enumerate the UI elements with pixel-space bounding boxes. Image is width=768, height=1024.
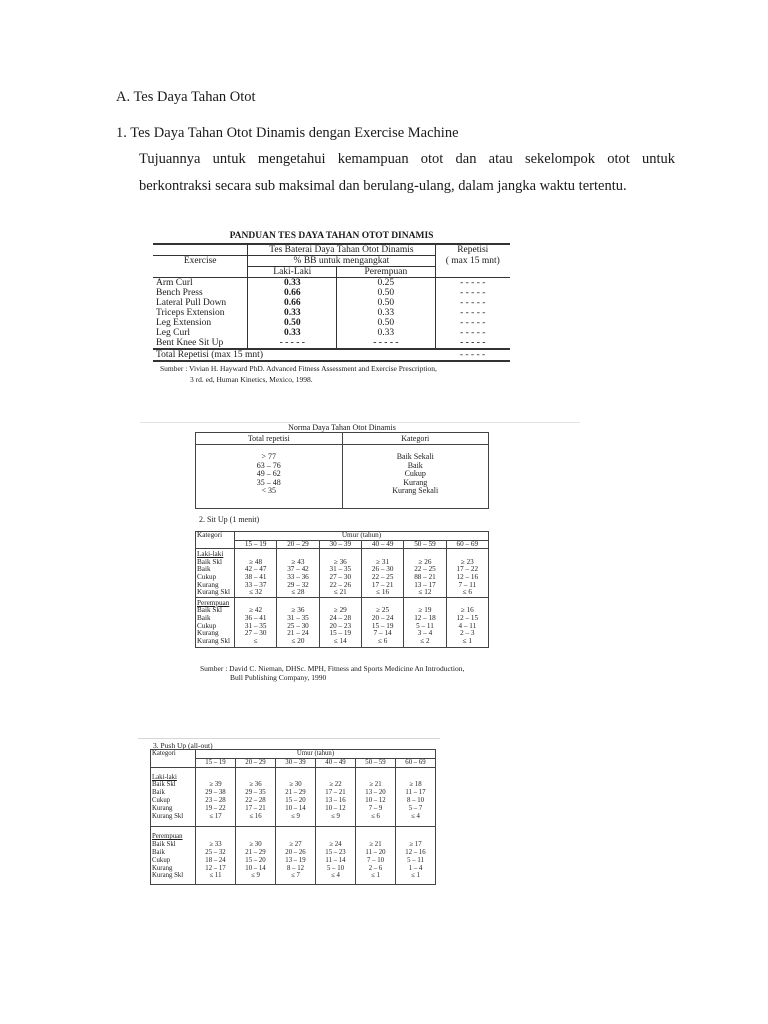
table1-col-exercise: Exercise	[153, 256, 248, 267]
table-row: Leg Extension 0.50 0.50 - - - - -	[153, 318, 510, 328]
table-row: Bent Knee Sit Up - - - - - - - - - - - - - - -	[153, 338, 510, 349]
table1-col-repetisi: Repetisi	[457, 245, 489, 255]
table2-col-kategori: Kategori	[342, 433, 489, 445]
section-heading-1: 1. Tes Daya Tahan Otot Dinamis dengan Exercise Machine	[116, 125, 459, 141]
table-row: Leg Curl 0.33 0.33 - - - - -	[153, 328, 510, 338]
paragraph-line-1: Tujuannya untuk mengetahui kemampuan otot dan atau sekelompok otot untuk	[139, 151, 675, 167]
table4-col-umur: Umur (tahun)	[196, 750, 436, 759]
paragraph-line-2: berkontraksi secara sub maksimal dan berulang-ulang, dalam jangka waktu tertentu.	[139, 178, 627, 194]
table3-title: 2. Sit Up (1 menit)	[199, 515, 260, 524]
table1-title: PANDUAN TES DAYA TAHAN OTOT DINAMIS	[229, 231, 434, 241]
table3-source-line1: Sumber : David C. Nieman, DHSc. MPH, Fitness and Sports Medicine An Introduction,	[200, 664, 465, 673]
table3-perempuan-labels: Perempuan Baik Skl Baik Cukup Kurang Kurang Skl	[196, 597, 235, 648]
table1-col-perempuan: Perempuan	[337, 267, 435, 278]
table1-col-bb: % BB untuk mengangkat	[248, 256, 435, 267]
table-row: Arm Curl 0.33 0.25 - - - - -	[153, 278, 510, 289]
table1-subtitle: Tes Baterai Daya Tahan Otot Dinamis	[248, 244, 435, 256]
table4-col-kategori: Kategori	[151, 750, 196, 768]
table2-col-total: Total repetisi	[196, 433, 343, 445]
table-row: Lateral Pull Down 0.66 0.50 - - - - -	[153, 298, 510, 308]
table3-col-umur: Umur (tahun)	[235, 532, 489, 541]
exercise-guide-table	[153, 243, 510, 362]
table1-source-line1: Sumber : Vivian H. Hayward PhD. Advanced Fitness Assessment and Exercise Prescription,	[160, 364, 437, 373]
table-row-total: Total Repetisi (max 15 mnt) - - - - -	[153, 349, 510, 361]
table2-totals: > 77 63 – 76 49 – 62 35 – 48 < 35	[196, 445, 343, 509]
table3-laki-labels: Laki-laki Baik Skl Baik Cukup Kurang Kurang Skl	[196, 549, 235, 598]
table3-source-line2: Bull Publishing Company, 1990	[230, 673, 327, 682]
table3-col-kategori: Kategori	[196, 532, 235, 549]
pushup-table: Kategori Umur (tahun) 15 – 19 20 – 29 30 – 39 40 – 49 50 – 59 60 – 69 Laki-laki Baik Skl Baik Cukup Kurang Kurang Skl ≥ 39 29 – 38 23 – 28 19 – 22 ≤ 17 ≥ 36 29 – 35 22 – 28 17 – 21 ≤ 16 ≥ 30 21 – 29 15 – 20 10 – 14 ≤ 9 ≥ 22 17 – 21 13 – 16 10 – 12 ≤ 9 ≥ 21 13 – 20 10 – 12 7 – 9 ≤ 6 ≥ 18 11 – 17 8 – 10 5 – 7 ≤ 4 Perempuan Baik Skl Baik Cukup Kurang Kurang Skl ≥ 33 25 – 32 18 – 24 12 – 17 ≤ 11 ≥ 30 21 – 29 15 – 20 10 – 14 ≤ 9 ≥ 27 20 – 26 13 – 19 8 – 12 ≤ 7 ≥ 24 15 – 23 11 – 14 5 – 10 ≤ 4 ≥ 21 11 – 20 7 – 10 2 – 6 ≤ 1 ≥ 17 12 – 16 5 – 11 1 – 4 ≤ 1	[150, 749, 436, 885]
table-row: Triceps Extension 0.33 0.33 - - - - -	[153, 308, 510, 318]
norm-table	[195, 432, 489, 509]
table2-categories: Baik Sekali Baik Cukup Kurang Kurang Sekali	[342, 445, 489, 509]
page-divider-2	[138, 738, 440, 739]
table4-perempuan-labels: Perempuan Baik Skl Baik Cukup Kurang Kurang Skl	[151, 827, 196, 885]
section-heading-a: A. Tes Daya Tahan Otot	[116, 89, 256, 105]
table4-title: 3. Push Up (all-out)	[153, 741, 213, 750]
table1-source-line2: 3 rd. ed, Human Kinetics, Mexico, 1998.	[190, 375, 313, 384]
table1-col-laki: Laki-Laki	[248, 267, 337, 278]
situp-table: Kategori Umur (tahun) 15 – 19 20 – 29 30 – 39 40 – 49 50 – 59 60 – 69 Laki-laki Baik Skl Baik Cukup Kurang Kurang Skl ≥ 48 42 – 47 38 – 41 33 – 37 ≤ 32 ≥ 43 37 – 42 33 – 36 29 – 32 ≤ 28 ≥ 36 31 – 35 27 – 30 22 – 26 ≤ 21 ≥ 31 26 – 30 22 – 25 17 – 21 ≤ 16 ≥ 26 22 – 25 88 – 21 13 – 17 ≤ 12 ≥ 23 17 – 22 12 – 16 7 – 11 ≤ 6 Perempuan Baik Skl Baik Cukup Kurang Kurang Skl ≥ 42 36 – 41 31 – 35 27 – 30 ≤ ≥ 36 31 – 35 25 – 30 21 – 24 ≤ 20 ≥ 29 24 – 28 20 – 23 15 – 19 ≤ 14 ≥ 25 20 – 24 15 – 19 7 – 14 ≤ 6 ≥ 19 12 – 18 5 – 11 3 – 4 ≤ 2 ≥ 16 12 – 15 4 – 11 2 – 3 ≤ 1	[195, 531, 489, 648]
table-row: Bench Press 0.66 0.50 - - - - -	[153, 288, 510, 298]
table2-title: Norma Daya Tahan Otot Dinamis	[288, 423, 396, 432]
table1-col-repetisi-max: ( max 15 mnt)	[445, 256, 500, 266]
table4-laki-labels: Laki-laki Baik Skl Baik Cukup Kurang Kurang Skl	[151, 767, 196, 827]
